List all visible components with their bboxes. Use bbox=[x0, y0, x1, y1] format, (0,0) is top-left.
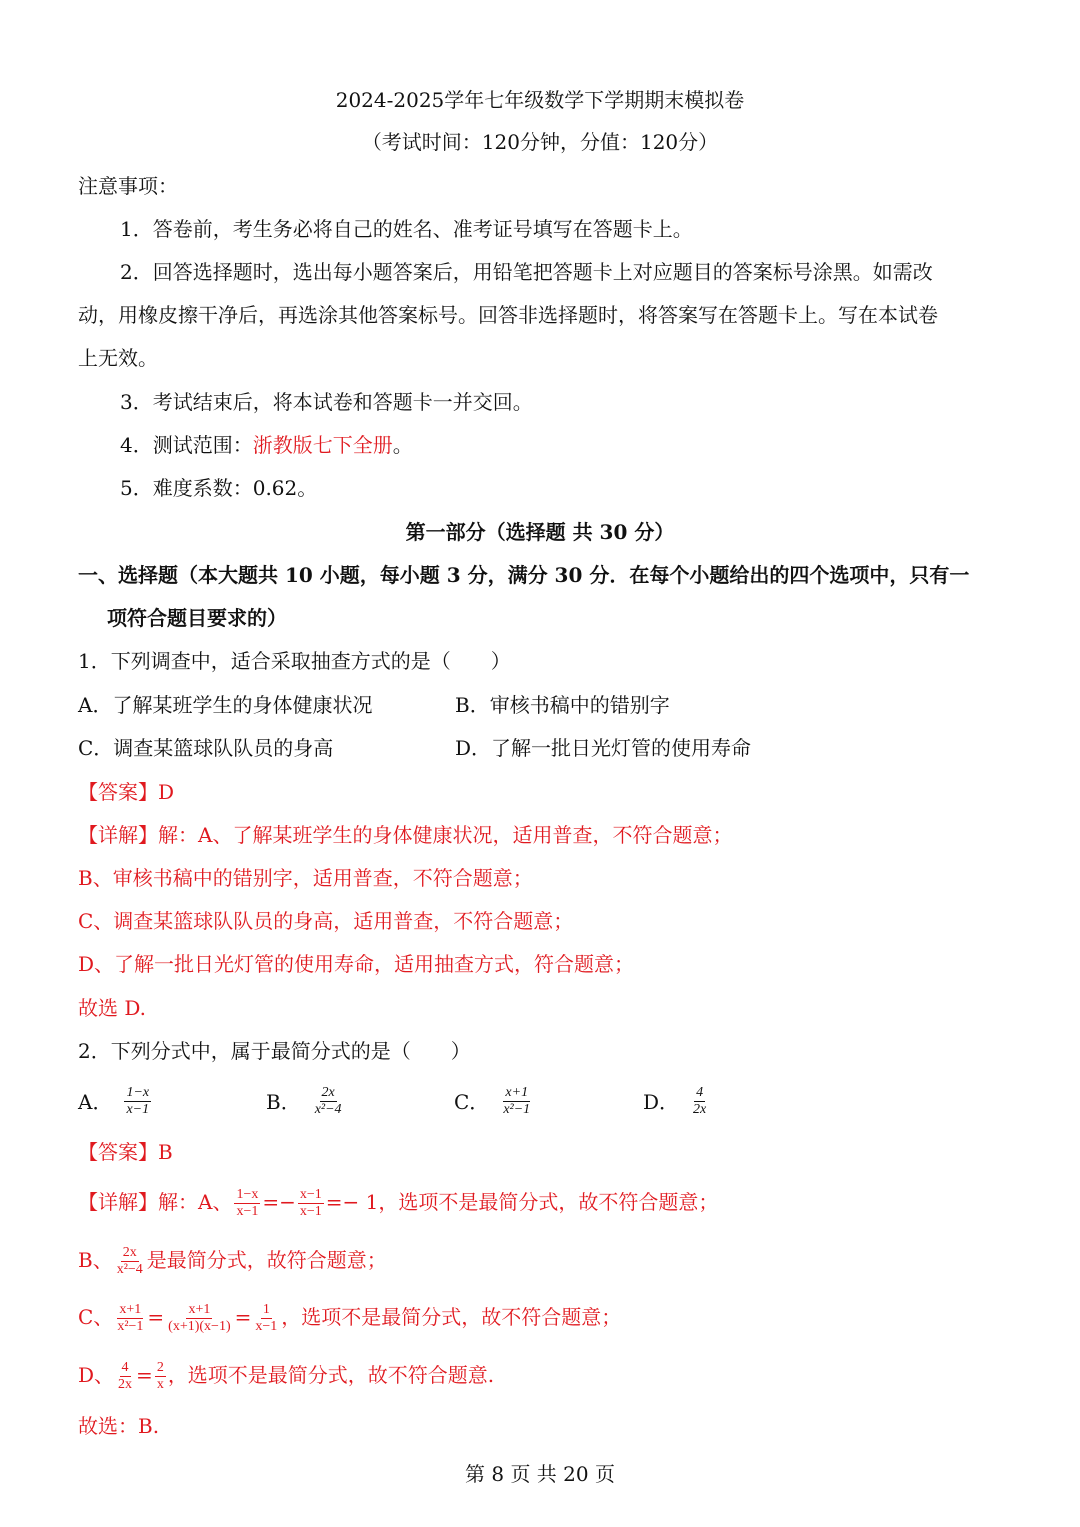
denominator: x−1 bbox=[255, 1319, 278, 1334]
note-4 bbox=[120, 431, 413, 459]
q1-option-b: B．审核书稿中的错别字 bbox=[455, 693, 670, 717]
numerator: 2x bbox=[321, 1085, 335, 1100]
fraction bbox=[253, 1303, 279, 1334]
numerator: 2 bbox=[156, 1360, 164, 1375]
note-4-prefix: 4．测试范围： bbox=[120, 433, 253, 457]
q1-detail-c: C、调查某篮球队队员的身高，适用普查，不符合题意； bbox=[78, 909, 574, 933]
q2-option-c bbox=[454, 1086, 534, 1117]
q1-detail-b: B、审核书稿中的错别字，适用普查，不符合题意； bbox=[78, 866, 533, 890]
denominator: x−1 bbox=[126, 1102, 150, 1117]
q2-option-d bbox=[643, 1086, 710, 1117]
q1-option-a: A．了解某班学生的身体健康状况 bbox=[78, 693, 373, 717]
q1-detail-a: 【详解】解：A、了解某班学生的身体健康状况，适用普查，不符合题意； bbox=[78, 823, 733, 847]
part-1-title: 第一部分（选择题 共 30 分） bbox=[405, 520, 675, 544]
note-2-line-1: 2．回答选择题时，选出每小题答案后，用铅笔把答题卡上对应题目的答案标号涂黑。如需改 bbox=[120, 260, 933, 284]
numerator: 4 bbox=[121, 1360, 129, 1375]
fraction bbox=[115, 1246, 145, 1277]
denominator: 2x bbox=[118, 1377, 133, 1392]
fraction bbox=[298, 1188, 324, 1219]
numerator: x−1 bbox=[299, 1187, 322, 1202]
denominator: x−1 bbox=[299, 1204, 322, 1219]
test-scope: 浙教版七下全册 bbox=[252, 433, 393, 457]
notes-heading: 注意事项： bbox=[78, 174, 178, 198]
q1-detail-d: D、了解一批日光灯管的使用寿命，适用抽查方式，符合题意； bbox=[78, 952, 635, 976]
denominator: x²−1 bbox=[503, 1102, 531, 1117]
numerator: 1−x bbox=[236, 1187, 259, 1202]
q2-option-b-fraction bbox=[313, 1086, 344, 1117]
q2-answer: 【答案】B bbox=[78, 1140, 173, 1164]
fraction bbox=[234, 1188, 260, 1219]
denominator: x²−1 bbox=[117, 1319, 144, 1334]
q2-detail-a bbox=[78, 1188, 718, 1219]
note-2-line-3: 上无效。 bbox=[78, 346, 158, 370]
numerator: x+1 bbox=[505, 1085, 529, 1100]
denominator: x−1 bbox=[236, 1204, 259, 1219]
exam-info: （考试时间：120分钟，分值：120分） bbox=[361, 130, 719, 154]
fraction bbox=[115, 1303, 145, 1334]
numerator: 4 bbox=[696, 1085, 704, 1100]
numerator: 1−x bbox=[126, 1085, 150, 1100]
detail-suffix: =− 1，选项不是最简分式，故不符合题意； bbox=[325, 1190, 719, 1214]
denominator: (x+1)(x−1) bbox=[168, 1319, 231, 1334]
section-heading-line-1: 一、选择题（本大题共 10 小题，每小题 3 分，满分 30 分．在每个小题给出的四个选项中，只有一 bbox=[78, 563, 970, 587]
note-4-suffix: 。 bbox=[392, 433, 413, 457]
question-1-stem: 1．下列调查中，适合采取抽查方式的是（ ） bbox=[78, 649, 511, 673]
detail-suffix: ，选项不是最简分式，故不符合题意； bbox=[281, 1305, 622, 1329]
q2-option-a-fraction bbox=[124, 1086, 151, 1117]
q2-option-d-label: D． bbox=[643, 1089, 680, 1114]
q2-option-d-fraction bbox=[691, 1086, 708, 1117]
numerator: x+1 bbox=[188, 1302, 211, 1317]
equals-sign: = bbox=[147, 1305, 165, 1329]
q2-detail-c bbox=[78, 1303, 621, 1334]
q2-option-a-label: A． bbox=[78, 1089, 113, 1114]
q2-detail-d bbox=[78, 1361, 494, 1392]
numerator: 1 bbox=[262, 1302, 270, 1317]
equals-negative: =− bbox=[262, 1190, 296, 1214]
denominator: x bbox=[156, 1377, 164, 1392]
q2-option-a bbox=[78, 1086, 153, 1117]
equals-sign: = bbox=[234, 1305, 252, 1329]
page-number: 第 8 页 共 20 页 bbox=[465, 1462, 615, 1486]
note-2-line-2: 动，用橡皮擦干净后，再选涂其他答案标号。回答非选择题时，将答案写在答题卡上。写在本试卷 bbox=[78, 303, 938, 327]
note-5: 5．难度系数：0.62。 bbox=[120, 476, 318, 500]
denominator: x²−4 bbox=[314, 1102, 342, 1117]
numerator: 2x bbox=[122, 1245, 137, 1260]
detail-suffix: ，选项不是最简分式，故不符合题意. bbox=[167, 1363, 495, 1387]
q2-detail-b bbox=[78, 1246, 387, 1277]
q2-option-b-label: B． bbox=[266, 1089, 301, 1114]
fraction bbox=[116, 1361, 134, 1392]
page-title: 2024-2025学年七年级数学下学期期末模拟卷 bbox=[335, 88, 745, 112]
q2-option-c-label: C． bbox=[454, 1089, 490, 1114]
q1-conclusion: 故选 D. bbox=[78, 996, 147, 1020]
detail-prefix: C、 bbox=[78, 1305, 114, 1329]
q2-option-b bbox=[266, 1086, 346, 1117]
q1-option-c: C．调查某篮球队队员的身高 bbox=[78, 736, 334, 760]
fraction bbox=[155, 1361, 166, 1392]
numerator: x+1 bbox=[119, 1302, 142, 1317]
equals-sign: = bbox=[136, 1363, 153, 1387]
section-heading-line-2: 项符合题目要求的） bbox=[107, 606, 287, 630]
denominator: 2x bbox=[693, 1102, 707, 1117]
q2-option-c-fraction bbox=[501, 1086, 532, 1117]
question-2-stem: 2．下列分式中，属于最简分式的是（ ） bbox=[78, 1039, 471, 1063]
note-1: 1．答卷前，考生务必将自己的姓名、准考证号填写在答题卡上。 bbox=[120, 217, 693, 241]
fraction bbox=[166, 1303, 232, 1334]
detail-prefix: D、 bbox=[78, 1363, 115, 1387]
q2-conclusion: 故选：B. bbox=[78, 1414, 160, 1438]
detail-prefix: 【详解】解：A、 bbox=[78, 1190, 233, 1214]
detail-prefix: B、 bbox=[78, 1248, 113, 1272]
q1-answer: 【答案】D bbox=[78, 780, 175, 804]
note-3: 3．考试结束后，将本试卷和答题卡一并交回。 bbox=[120, 390, 533, 414]
denominator: x²−4 bbox=[116, 1262, 143, 1277]
q1-option-d: D．了解一批日光灯管的使用寿命 bbox=[455, 736, 752, 760]
detail-suffix: 是最简分式，故符合题意； bbox=[146, 1248, 387, 1272]
